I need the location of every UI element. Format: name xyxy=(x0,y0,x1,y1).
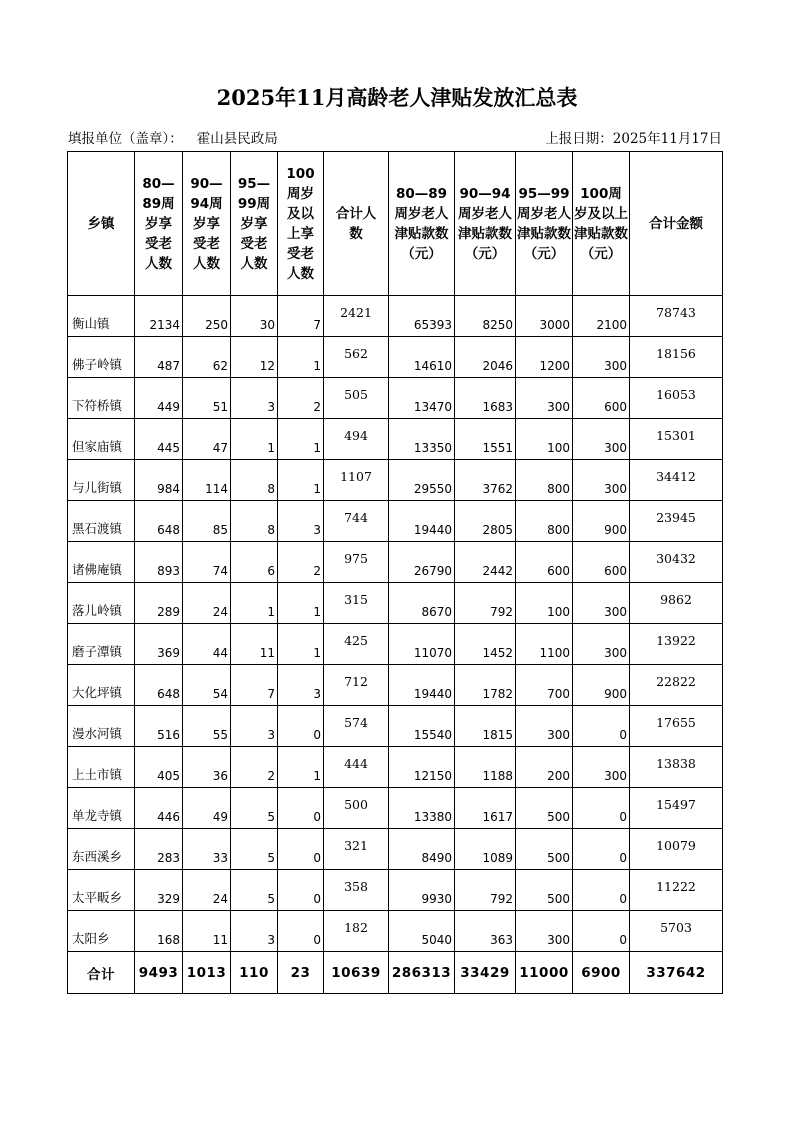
cell-total-amount: 22822 xyxy=(630,665,723,706)
cell-count-90-94: 74 xyxy=(183,542,231,583)
cell-count-95-99: 2 xyxy=(231,747,278,788)
header-count-90-94: 90—94周岁享受老人数 xyxy=(183,152,231,296)
cell-count-95-99: 12 xyxy=(231,337,278,378)
cell-amount-95-99: 800 xyxy=(516,501,573,542)
cell-town-name: 诸佛庵镇 xyxy=(68,542,135,583)
cell-amount-80-89: 13380 xyxy=(389,788,455,829)
cell-count-100-plus: 1 xyxy=(278,624,324,665)
cell-count-80-89: 283 xyxy=(135,829,183,870)
cell-total-amount: 23945 xyxy=(630,501,723,542)
total-count-90-94: 1013 xyxy=(183,952,231,994)
cell-count-100-plus: 1 xyxy=(278,747,324,788)
cell-amount-90-94: 3762 xyxy=(455,460,516,501)
cell-total-people: 182 xyxy=(324,911,389,952)
cell-count-90-94: 47 xyxy=(183,419,231,460)
cell-town-name: 但家庙镇 xyxy=(68,419,135,460)
cell-count-100-plus: 0 xyxy=(278,829,324,870)
cell-amount-90-94: 792 xyxy=(455,583,516,624)
cell-count-95-99: 3 xyxy=(231,378,278,419)
cell-count-95-99: 1 xyxy=(231,583,278,624)
cell-count-80-89: 516 xyxy=(135,706,183,747)
total-count-95-99: 110 xyxy=(231,952,278,994)
cell-count-80-89: 648 xyxy=(135,665,183,706)
table-row xyxy=(68,542,723,583)
cell-total-amount: 34412 xyxy=(630,460,723,501)
cell-count-80-89: 405 xyxy=(135,747,183,788)
cell-count-100-plus: 3 xyxy=(278,501,324,542)
table-row xyxy=(68,583,723,624)
cell-amount-80-89: 19440 xyxy=(389,501,455,542)
cell-count-100-plus: 2 xyxy=(278,542,324,583)
cell-amount-80-89: 65393 xyxy=(389,296,455,337)
cell-count-90-94: 24 xyxy=(183,583,231,624)
cell-town-name: 下符桥镇 xyxy=(68,378,135,419)
cell-total-people: 321 xyxy=(324,829,389,870)
cell-total-amount: 15301 xyxy=(630,419,723,460)
cell-amount-90-94: 1452 xyxy=(455,624,516,665)
cell-total-people: 712 xyxy=(324,665,389,706)
cell-count-95-99: 3 xyxy=(231,911,278,952)
cell-amount-90-94: 2805 xyxy=(455,501,516,542)
header-count-95-99: 95—99周岁享受老人数 xyxy=(231,152,278,296)
cell-count-95-99: 11 xyxy=(231,624,278,665)
total-amount-90-94: 33429 xyxy=(455,952,516,994)
cell-count-90-94: 85 xyxy=(183,501,231,542)
cell-count-80-89: 289 xyxy=(135,583,183,624)
cell-amount-100-plus: 600 xyxy=(573,378,630,419)
total-amount: 337642 xyxy=(630,952,723,994)
cell-count-95-99: 30 xyxy=(231,296,278,337)
cell-count-90-94: 250 xyxy=(183,296,231,337)
reporting-unit xyxy=(68,127,278,147)
cell-count-90-94: 36 xyxy=(183,747,231,788)
total-people: 10639 xyxy=(324,952,389,994)
total-row xyxy=(68,952,723,994)
cell-count-80-89: 984 xyxy=(135,460,183,501)
cell-total-people: 562 xyxy=(324,337,389,378)
table-row xyxy=(68,788,723,829)
cell-amount-100-plus: 300 xyxy=(573,337,630,378)
table-row xyxy=(68,870,723,911)
header-total-amount: 合计金额 xyxy=(630,152,723,296)
header-amount-90-94: 90—94周岁老人津贴款数（元） xyxy=(455,152,516,296)
cell-count-80-89: 2134 xyxy=(135,296,183,337)
cell-amount-95-99: 1100 xyxy=(516,624,573,665)
cell-amount-100-plus: 300 xyxy=(573,419,630,460)
cell-amount-100-plus: 2100 xyxy=(573,296,630,337)
cell-total-people: 444 xyxy=(324,747,389,788)
cell-town-name: 大化坪镇 xyxy=(68,665,135,706)
cell-amount-90-94: 1551 xyxy=(455,419,516,460)
cell-total-amount: 15497 xyxy=(630,788,723,829)
cell-total-amount: 9862 xyxy=(630,583,723,624)
cell-total-people: 494 xyxy=(324,419,389,460)
cell-count-80-89: 369 xyxy=(135,624,183,665)
cell-amount-100-plus: 0 xyxy=(573,870,630,911)
cell-total-amount: 30432 xyxy=(630,542,723,583)
cell-count-95-99: 3 xyxy=(231,706,278,747)
cell-count-90-94: 51 xyxy=(183,378,231,419)
cell-amount-80-89: 8670 xyxy=(389,583,455,624)
cell-count-95-99: 5 xyxy=(231,870,278,911)
total-count-100-plus: 23 xyxy=(278,952,324,994)
cell-count-100-plus: 1 xyxy=(278,460,324,501)
total-amount-80-89: 286313 xyxy=(389,952,455,994)
cell-town-name: 衡山镇 xyxy=(68,296,135,337)
cell-amount-95-99: 300 xyxy=(516,706,573,747)
cell-amount-95-99: 1200 xyxy=(516,337,573,378)
cell-amount-100-plus: 0 xyxy=(573,829,630,870)
cell-total-people: 1107 xyxy=(324,460,389,501)
cell-amount-100-plus: 0 xyxy=(573,706,630,747)
cell-amount-90-94: 1617 xyxy=(455,788,516,829)
cell-amount-80-89: 15540 xyxy=(389,706,455,747)
cell-count-90-94: 49 xyxy=(183,788,231,829)
cell-amount-100-plus: 600 xyxy=(573,542,630,583)
report-date: 上报日期：2025年11月17日 xyxy=(545,131,722,147)
cell-amount-80-89: 12150 xyxy=(389,747,455,788)
cell-count-80-89: 487 xyxy=(135,337,183,378)
cell-count-90-94: 54 xyxy=(183,665,231,706)
table-row xyxy=(68,501,723,542)
cell-amount-95-99: 600 xyxy=(516,542,573,583)
cell-amount-80-89: 29550 xyxy=(389,460,455,501)
cell-count-100-plus: 1 xyxy=(278,583,324,624)
cell-count-90-94: 44 xyxy=(183,624,231,665)
cell-count-90-94: 55 xyxy=(183,706,231,747)
cell-amount-90-94: 8250 xyxy=(455,296,516,337)
header-amount-95-99: 95—99周岁老人津贴款数（元） xyxy=(516,152,573,296)
table-row xyxy=(68,460,723,501)
cell-town-name: 东西溪乡 xyxy=(68,829,135,870)
cell-amount-100-plus: 0 xyxy=(573,788,630,829)
cell-count-80-89: 449 xyxy=(135,378,183,419)
cell-amount-90-94: 2046 xyxy=(455,337,516,378)
cell-count-100-plus: 3 xyxy=(278,665,324,706)
cell-town-name: 黑石渡镇 xyxy=(68,501,135,542)
header-amount-80-89: 80—89周岁老人津贴款数（元） xyxy=(389,152,455,296)
cell-count-95-99: 6 xyxy=(231,542,278,583)
cell-total-amount: 18156 xyxy=(630,337,723,378)
cell-amount-100-plus: 300 xyxy=(573,583,630,624)
table-row xyxy=(68,911,723,952)
cell-amount-80-89: 9930 xyxy=(389,870,455,911)
cell-total-people: 358 xyxy=(324,870,389,911)
cell-town-name: 漫水河镇 xyxy=(68,706,135,747)
cell-town-name: 与儿街镇 xyxy=(68,460,135,501)
table-row xyxy=(68,296,723,337)
cell-amount-100-plus: 300 xyxy=(573,747,630,788)
cell-total-people: 744 xyxy=(324,501,389,542)
cell-amount-100-plus: 0 xyxy=(573,911,630,952)
cell-total-people: 975 xyxy=(324,542,389,583)
cell-amount-80-89: 26790 xyxy=(389,542,455,583)
cell-count-90-94: 33 xyxy=(183,829,231,870)
cell-amount-90-94: 1782 xyxy=(455,665,516,706)
cell-amount-90-94: 792 xyxy=(455,870,516,911)
cell-total-amount: 5703 xyxy=(630,911,723,952)
table-row xyxy=(68,337,723,378)
cell-amount-90-94: 1188 xyxy=(455,747,516,788)
cell-count-100-plus: 0 xyxy=(278,706,324,747)
cell-count-100-plus: 7 xyxy=(278,296,324,337)
cell-count-100-plus: 0 xyxy=(278,911,324,952)
cell-amount-80-89: 13470 xyxy=(389,378,455,419)
cell-amount-95-99: 100 xyxy=(516,583,573,624)
reporting-unit-value: 霍山县民政局 xyxy=(196,131,278,147)
cell-total-amount: 78743 xyxy=(630,296,723,337)
cell-amount-100-plus: 900 xyxy=(573,665,630,706)
reporting-unit-label: 填报单位（盖章）： xyxy=(68,131,183,147)
cell-amount-95-99: 700 xyxy=(516,665,573,706)
cell-count-90-94: 24 xyxy=(183,870,231,911)
cell-count-90-94: 114 xyxy=(183,460,231,501)
header-total-people: 合计人数 xyxy=(324,152,389,296)
header-count-100-plus: 100周岁及以上享受老人数 xyxy=(278,152,324,296)
cell-amount-90-94: 1683 xyxy=(455,378,516,419)
cell-amount-90-94: 1089 xyxy=(455,829,516,870)
cell-amount-95-99: 3000 xyxy=(516,296,573,337)
cell-amount-95-99: 500 xyxy=(516,829,573,870)
cell-count-95-99: 7 xyxy=(231,665,278,706)
cell-count-100-plus: 1 xyxy=(278,337,324,378)
cell-count-95-99: 5 xyxy=(231,788,278,829)
cell-town-name: 落儿岭镇 xyxy=(68,583,135,624)
header-amount-100-plus: 100周岁及以上津贴款数（元） xyxy=(573,152,630,296)
cell-count-80-89: 893 xyxy=(135,542,183,583)
cell-amount-90-94: 363 xyxy=(455,911,516,952)
total-amount-95-99: 11000 xyxy=(516,952,573,994)
cell-count-80-89: 445 xyxy=(135,419,183,460)
cell-total-amount: 16053 xyxy=(630,378,723,419)
total-count-80-89: 9493 xyxy=(135,952,183,994)
cell-total-people: 500 xyxy=(324,788,389,829)
table-row xyxy=(68,665,723,706)
cell-town-name: 上土市镇 xyxy=(68,747,135,788)
cell-amount-80-89: 14610 xyxy=(389,337,455,378)
cell-count-80-89: 168 xyxy=(135,911,183,952)
cell-total-amount: 11222 xyxy=(630,870,723,911)
cell-amount-95-99: 800 xyxy=(516,460,573,501)
cell-town-name: 太阳乡 xyxy=(68,911,135,952)
cell-total-amount: 13838 xyxy=(630,747,723,788)
subsidy-summary-table xyxy=(67,151,723,994)
cell-count-100-plus: 0 xyxy=(278,788,324,829)
header-count-80-89: 80—89周岁享受老人数 xyxy=(135,152,183,296)
header-town: 乡镇 xyxy=(68,152,135,296)
cell-total-people: 315 xyxy=(324,583,389,624)
cell-total-people: 574 xyxy=(324,706,389,747)
cell-total-people: 505 xyxy=(324,378,389,419)
table-row xyxy=(68,706,723,747)
total-label: 合计 xyxy=(68,952,135,994)
cell-count-95-99: 8 xyxy=(231,501,278,542)
cell-count-95-99: 1 xyxy=(231,419,278,460)
cell-count-95-99: 5 xyxy=(231,829,278,870)
cell-town-name: 单龙寺镇 xyxy=(68,788,135,829)
page-title: 2025年11月高龄老人津贴发放汇总表 xyxy=(216,85,578,110)
cell-amount-95-99: 500 xyxy=(516,788,573,829)
cell-amount-80-89: 19440 xyxy=(389,665,455,706)
cell-total-amount: 17655 xyxy=(630,706,723,747)
table-row xyxy=(68,419,723,460)
cell-amount-95-99: 300 xyxy=(516,911,573,952)
table-row xyxy=(68,378,723,419)
cell-count-80-89: 446 xyxy=(135,788,183,829)
cell-amount-80-89: 8490 xyxy=(389,829,455,870)
cell-count-90-94: 62 xyxy=(183,337,231,378)
table-row xyxy=(68,747,723,788)
cell-total-people: 425 xyxy=(324,624,389,665)
cell-town-name: 磨子潭镇 xyxy=(68,624,135,665)
cell-amount-80-89: 13350 xyxy=(389,419,455,460)
cell-amount-80-89: 11070 xyxy=(389,624,455,665)
cell-total-amount: 10079 xyxy=(630,829,723,870)
total-amount-100-plus: 6900 xyxy=(573,952,630,994)
cell-amount-95-99: 300 xyxy=(516,378,573,419)
cell-amount-80-89: 5040 xyxy=(389,911,455,952)
cell-amount-95-99: 500 xyxy=(516,870,573,911)
cell-amount-95-99: 200 xyxy=(516,747,573,788)
cell-town-name: 太平畈乡 xyxy=(68,870,135,911)
cell-amount-90-94: 1815 xyxy=(455,706,516,747)
cell-amount-100-plus: 900 xyxy=(573,501,630,542)
table-row xyxy=(68,829,723,870)
cell-amount-100-plus: 300 xyxy=(573,624,630,665)
header-row xyxy=(68,152,723,296)
cell-count-80-89: 329 xyxy=(135,870,183,911)
table-row xyxy=(68,624,723,665)
cell-total-amount: 13922 xyxy=(630,624,723,665)
cell-count-90-94: 11 xyxy=(183,911,231,952)
cell-amount-95-99: 100 xyxy=(516,419,573,460)
cell-amount-100-plus: 300 xyxy=(573,460,630,501)
cell-count-100-plus: 2 xyxy=(278,378,324,419)
cell-total-people: 2421 xyxy=(324,296,389,337)
cell-count-100-plus: 1 xyxy=(278,419,324,460)
cell-count-95-99: 8 xyxy=(231,460,278,501)
cell-town-name: 佛子岭镇 xyxy=(68,337,135,378)
cell-count-80-89: 648 xyxy=(135,501,183,542)
cell-amount-90-94: 2442 xyxy=(455,542,516,583)
cell-count-100-plus: 0 xyxy=(278,870,324,911)
